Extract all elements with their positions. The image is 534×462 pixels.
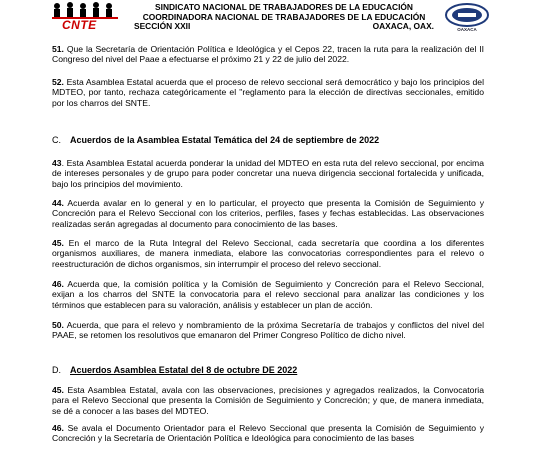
paragraph-52	[52, 77, 484, 108]
agreement-number: 46.	[52, 279, 64, 289]
paragraph-d45	[52, 385, 484, 416]
agreement-text: Acuerda, que para el relevo y nombramiento de la próxima Secretaría de trabajos y conflictos del nivel del PAAE, se retomen los resolutivos que emanaron del Primer Congreso Político de dicho nivel.	[52, 320, 484, 341]
agreement-number: 45.	[52, 385, 64, 395]
agreement-number: 45.	[52, 238, 64, 248]
letterhead	[0, 0, 534, 38]
agreement-text: Acuerda avalar en lo general y en lo particular, el proyecto que presenta la Comisión de Seguimiento y Concreción para el Relevo Seccional con los criterios, perfiles, fases y fechas establecidas. Las observaciones realizadas serán agregadas al documento para conocimiento de las bases.	[52, 198, 484, 229]
agreement-number: 46.	[52, 423, 64, 433]
agreement-number: 51.	[52, 44, 64, 54]
union-name: SINDICATO NACIONAL DE TRABAJADORES DE LA EDUCACIÓN	[155, 2, 413, 12]
paragraph-43	[52, 158, 484, 189]
section-number: SECCIÓN XXII	[134, 21, 191, 32]
agreement-text: Acuerda que, la comisión política y la Comisión de Seguimiento y Concreción para el Relevo Seccional, exijan a los charros del SNTE la convocatoria para el relevo seccional para analizar las condiciones y los términos que establecen para su valoración, análisis y establecer un plan de acción.	[52, 279, 484, 310]
agreement-text: . Esta Asamblea Estatal acuerda ponderar la unidad del MDTEO en esta ruta del relevo seccional, por encima de intereses personales y de grupo para poder concretar una nueva dirigencia seccional fortalecida y unificada, bajo los principios del movimiento.	[52, 158, 484, 189]
agreement-number: 44.	[52, 198, 64, 208]
agreement-text: Esta Asamblea Estatal, avala con las observaciones, precisiones y agregados realizados, la Convocatoria para el Relevo Seccional que presenta la Comisión de Seguimiento y Concreción; y que, de manera inmediata, se dé a conocer a las bases del MDTEO.	[52, 385, 484, 416]
agreement-text: Que la Secretaría de Orientación Política e Ideológica y el Cepos 22, tracen la ruta para la realización del II Congreso del nivel del Paae a efectuarse el próximo 21 y 22 de julio del 2022.	[52, 44, 484, 65]
section-letter: C.	[52, 135, 61, 145]
seal-icon	[444, 3, 490, 27]
section-xxii-logo	[444, 3, 490, 35]
section-location: OAXACA, OAX.	[372, 21, 434, 32]
agreement-number: 50.	[52, 320, 64, 330]
section-d-heading	[52, 365, 484, 376]
agreement-number: 52.	[52, 77, 64, 87]
agreement-text: En el marco de la Ruta Integral del Relevo Seccional, cada secretaría que coordina a los diferentes organismos auxiliares, de manera inmediata, elabore las convocatorias correspondientes para el relevo o reestructuración de dichos organismos, sin interrumpir el proceso del relevo seccional.	[52, 238, 484, 269]
paragraph-46	[52, 279, 484, 310]
paragraph-44	[52, 198, 484, 229]
section-c-heading	[52, 135, 484, 146]
section-letter: D.	[52, 365, 61, 375]
paragraph-51	[52, 44, 484, 65]
paragraph-d46	[52, 423, 484, 444]
section-title: Acuerdos Asamblea Estatal del 8 de octubre DE 2022	[70, 365, 298, 375]
agreement-text: Se avala el Documento Orientador para el Relevo Seccional que presenta la Comisión de Seguimiento y Concreción y la Secretaría de Orientación Política e Ideológica para conocimiento de las bases	[52, 423, 484, 444]
paragraph-45	[52, 238, 484, 269]
paragraph-50	[52, 320, 484, 341]
section-line	[134, 22, 434, 32]
cnte-logo-text: CNTE	[62, 18, 97, 32]
agreement-number: 43	[52, 158, 62, 168]
coordinadora-name: COORDINADORA NACIONAL DE TRABAJADORES DE LA EDUCACIÓN	[142, 11, 426, 22]
letterhead-text	[134, 3, 434, 32]
agreement-text: Esta Asamblea Estatal acuerda que el proceso de relevo seccional será democrático y bajo los principios del MDTEO, por tanto, rechaza categóricamente el "reglamento para la elección de directivas seccionales, emitido por los charros del SNTE.	[52, 77, 484, 108]
section-title: Acuerdos de la Asamblea Estatal Temática del 24 de septiembre de 2022	[70, 135, 380, 145]
seal-caption: OAXACA	[457, 27, 477, 32]
cnte-logo	[50, 2, 122, 32]
